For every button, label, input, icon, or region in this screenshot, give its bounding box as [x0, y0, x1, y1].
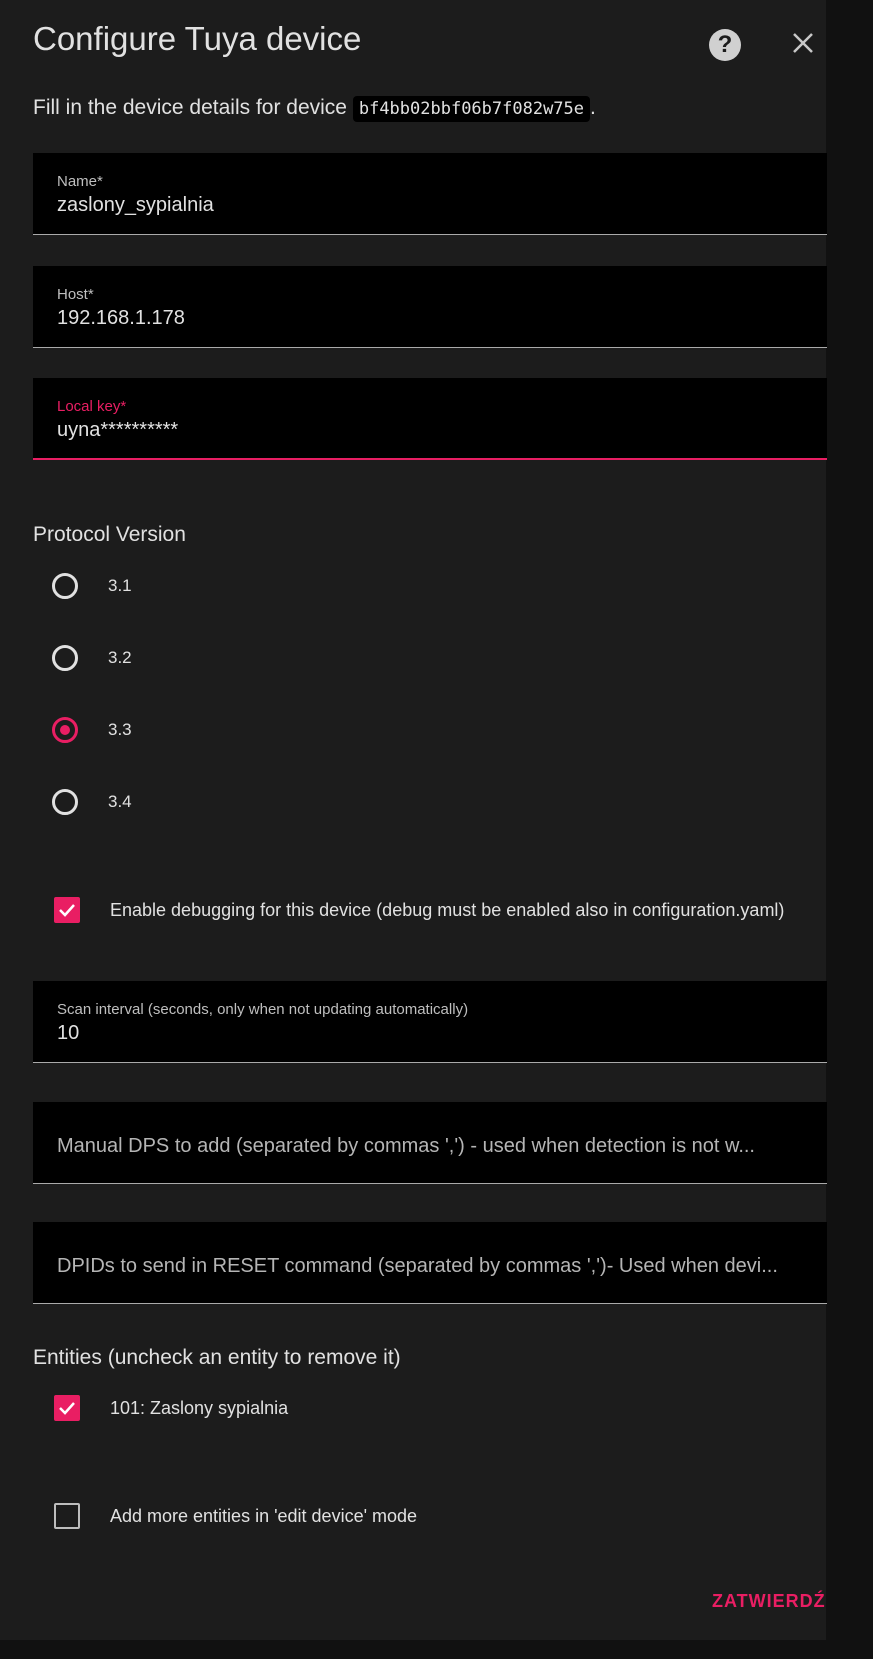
local-key-label: Local key* [57, 398, 127, 415]
description-text: Fill in the device details for device [33, 96, 347, 119]
name-label: Name* [57, 173, 103, 190]
help-button[interactable] [709, 29, 741, 61]
local-key-field[interactable] [33, 378, 827, 460]
radio-label: 3.4 [108, 792, 132, 811]
add-more-checkbox[interactable] [54, 1503, 80, 1529]
protocol-option-3-2[interactable] [52, 642, 132, 674]
entity-item[interactable] [54, 1395, 288, 1421]
radio-label: 3.3 [108, 720, 132, 739]
checkmark-icon [57, 1398, 77, 1418]
radio-button[interactable] [52, 789, 78, 815]
dialog-description [33, 96, 596, 120]
add-more-entities-option[interactable] [54, 1503, 417, 1529]
radio-button[interactable] [52, 645, 78, 671]
description-suffix: . [590, 96, 596, 119]
scan-interval-value: 10 [57, 1022, 80, 1044]
background-edge-bottom [0, 1640, 873, 1659]
host-value: 192.168.1.178 [57, 307, 185, 329]
submit-button[interactable]: ZATWIERDŹ [712, 1591, 826, 1611]
debug-checkbox[interactable] [54, 897, 80, 923]
radio-label: 3.2 [108, 648, 132, 667]
dialog-title: Configure Tuya device [33, 20, 362, 57]
checkmark-icon [57, 900, 77, 920]
reset-dpids-field[interactable] [33, 1222, 827, 1304]
debug-option[interactable] [54, 897, 784, 923]
host-field[interactable] [33, 266, 827, 348]
close-icon [792, 32, 814, 54]
help-icon: ? [717, 31, 733, 58]
scan-interval-field[interactable] [33, 981, 827, 1063]
name-value: zaslony_sypialnia [57, 194, 214, 216]
protocol-option-3-3[interactable] [52, 714, 132, 746]
name-field[interactable] [33, 153, 827, 235]
manual-dps-placeholder: Manual DPS to add (separated by commas ',') - used when detection is not w... [57, 1135, 755, 1157]
radio-button[interactable] [52, 573, 78, 599]
background-edge-right [826, 0, 873, 1659]
radio-button-selected[interactable] [52, 717, 78, 743]
scan-interval-label: Scan interval (seconds, only when not updating automatically) [57, 1001, 469, 1018]
entities-label: Entities (uncheck an entity to remove it) [33, 1346, 401, 1369]
protocol-option-3-4[interactable] [52, 786, 132, 818]
radio-label: 3.1 [108, 576, 132, 595]
manual-dps-field[interactable] [33, 1102, 827, 1184]
add-more-label: Add more entities in 'edit device' mode [110, 1505, 418, 1526]
close-button[interactable] [786, 26, 820, 60]
local-key-value: uyna********** [57, 419, 179, 441]
protocol-option-3-1[interactable] [52, 570, 132, 602]
entity-label: 101: Zaslony sypialnia [110, 1397, 289, 1418]
device-id: bf4bb02bbf06b7f082w75e [353, 96, 590, 122]
reset-dpids-placeholder: DPIDs to send in RESET command (separated by commas ',')- Used when devi... [57, 1255, 778, 1277]
host-label: Host* [57, 286, 94, 303]
entity-checkbox[interactable] [54, 1395, 80, 1421]
debug-label: Enable debugging for this device (debug must be enabled also in configuration.yaml) [110, 899, 785, 920]
protocol-version-label: Protocol Version [33, 523, 186, 546]
